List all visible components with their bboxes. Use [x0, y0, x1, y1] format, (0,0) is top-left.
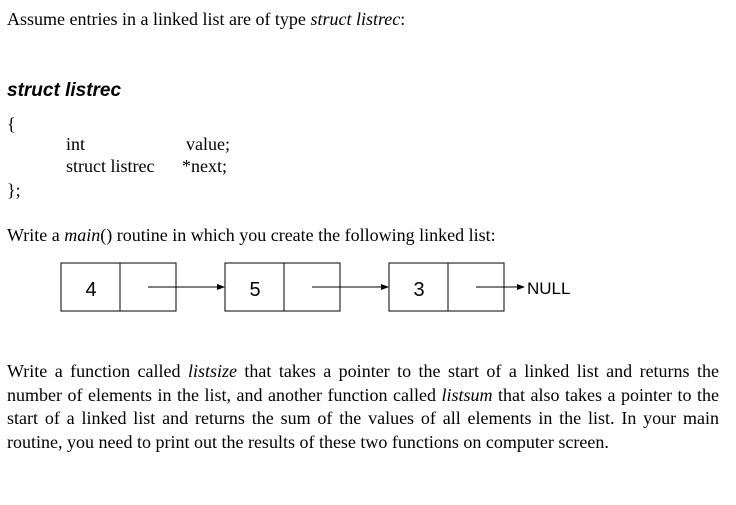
intro-type-name: struct listrec [310, 9, 401, 29]
field-next-type: struct listrec [66, 156, 155, 176]
node-value-label: 4 [85, 279, 97, 301]
open-brace: { [7, 114, 16, 134]
close-brace: }; [7, 180, 21, 200]
field-value-name: value; [186, 134, 230, 154]
task1-text-after: () routine in which you create the following linked list: [100, 225, 496, 245]
intro-text: Assume entries in a linked list are of type [7, 9, 311, 29]
field-next-name: *next; [182, 156, 227, 176]
task2-text-2: that takes a pointer to the start of a linked list and returns the number of elements in the list, and another function called [7, 361, 719, 405]
task2-paragraph [7, 360, 719, 454]
listsum-func: listsum [441, 384, 493, 405]
null-terminal-label: NULL [527, 279, 571, 298]
task1-text-before: Write a [7, 225, 65, 245]
task1-main-func: main [64, 225, 101, 245]
intro-colon: : [400, 9, 406, 29]
listsize-func: listsize [187, 361, 237, 381]
node-value-label: 3 [413, 279, 425, 301]
struct-header: struct listrec [7, 80, 122, 101]
task2-text-1: Write a function called [7, 361, 188, 381]
task2-text-3: that also takes a pointer to the start of a linked list and returns the sum of the values of all elements in the list. In your main routine, you need to print out the results of these two functions on computer screen. [7, 384, 720, 452]
field-int-type: int [66, 134, 86, 154]
node-value-label: 5 [249, 279, 261, 301]
